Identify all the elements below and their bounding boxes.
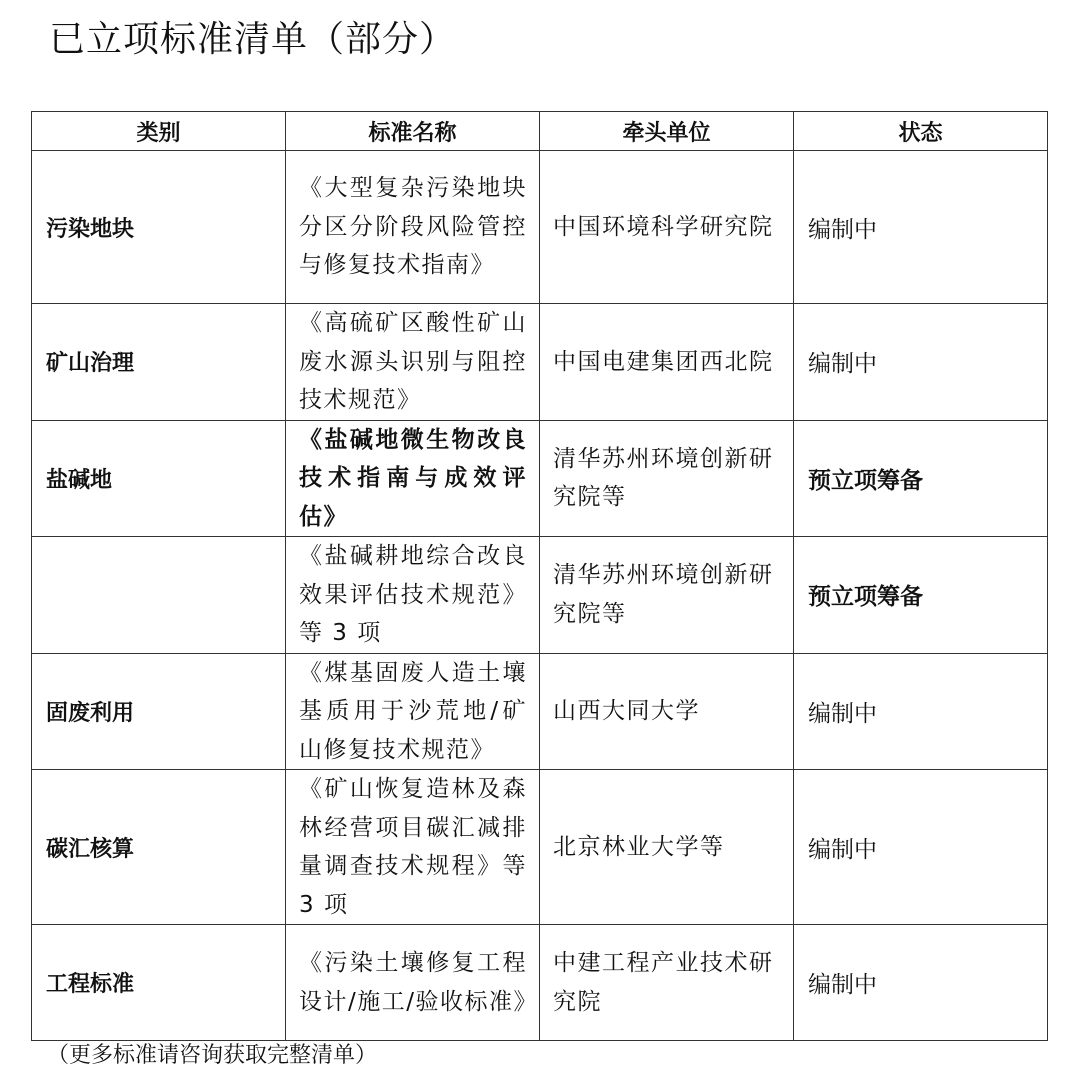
page-title: 已立项标准清单（部分） (49, 19, 457, 60)
category-cell: 工程标准 (32, 925, 286, 1041)
standard-name-cell: 《盐碱地微生物改良技术指南与成效评估》 (286, 420, 540, 537)
lead-org-cell: 清华苏州环境创新研究院等 (540, 420, 794, 537)
standard-name-cell: 《污染土壤修复工程设计/施工/验收标准》 (286, 925, 540, 1041)
table-row (32, 925, 1048, 1041)
lead-org-cell: 清华苏州环境创新研究院等 (540, 537, 794, 654)
table-header-row (32, 112, 1048, 151)
table-row (32, 770, 1048, 925)
status-cell: 编制中 (794, 770, 1048, 925)
table-row (32, 151, 1048, 304)
lead-org-cell: 中国环境科学研究院 (540, 151, 794, 304)
standard-name-cell: 《煤基固废人造土壤基质用于沙荒地/矿山修复技术规范》 (286, 653, 540, 770)
category-cell: 矿山治理 (32, 304, 286, 421)
header-standard-name: 标准名称 (286, 112, 540, 151)
lead-org-cell: 北京林业大学等 (540, 770, 794, 925)
standard-name-cell: 《大型复杂污染地块分区分阶段风险管控与修复技术指南》 (286, 151, 540, 304)
header-category: 类别 (32, 112, 286, 151)
status-cell: 编制中 (794, 653, 1048, 770)
standard-name-cell: 《盐碱耕地综合改良效果评估技术规范》等 3 项 (286, 537, 540, 654)
header-status: 状态 (794, 112, 1048, 151)
header-lead-org: 牵头单位 (540, 112, 794, 151)
standard-name-cell: 《高硫矿区酸性矿山废水源头识别与阻控技术规范》 (286, 304, 540, 421)
standards-table (31, 111, 1048, 1041)
table-row (32, 420, 1048, 537)
table-row (32, 304, 1048, 421)
status-cell: 编制中 (794, 151, 1048, 304)
table-row (32, 653, 1048, 770)
table-row (32, 537, 1048, 654)
status-cell: 编制中 (794, 304, 1048, 421)
lead-org-cell: 中建工程产业技术研究院 (540, 925, 794, 1041)
status-cell: 预立项筹备 (794, 537, 1048, 654)
lead-org-cell: 中国电建集团西北院 (540, 304, 794, 421)
category-cell (32, 537, 286, 654)
standard-name-cell: 《矿山恢复造林及森林经营项目碳汇减排量调查技术规程》等 3 项 (286, 770, 540, 925)
lead-org-cell: 山西大同大学 (540, 653, 794, 770)
category-cell: 固废利用 (32, 653, 286, 770)
footnote: （更多标准请咨询获取完整清单） (47, 1043, 378, 1068)
category-cell: 盐碱地 (32, 420, 286, 537)
status-cell: 编制中 (794, 925, 1048, 1041)
status-cell: 预立项筹备 (794, 420, 1048, 537)
category-cell: 碳汇核算 (32, 770, 286, 925)
category-cell: 污染地块 (32, 151, 286, 304)
